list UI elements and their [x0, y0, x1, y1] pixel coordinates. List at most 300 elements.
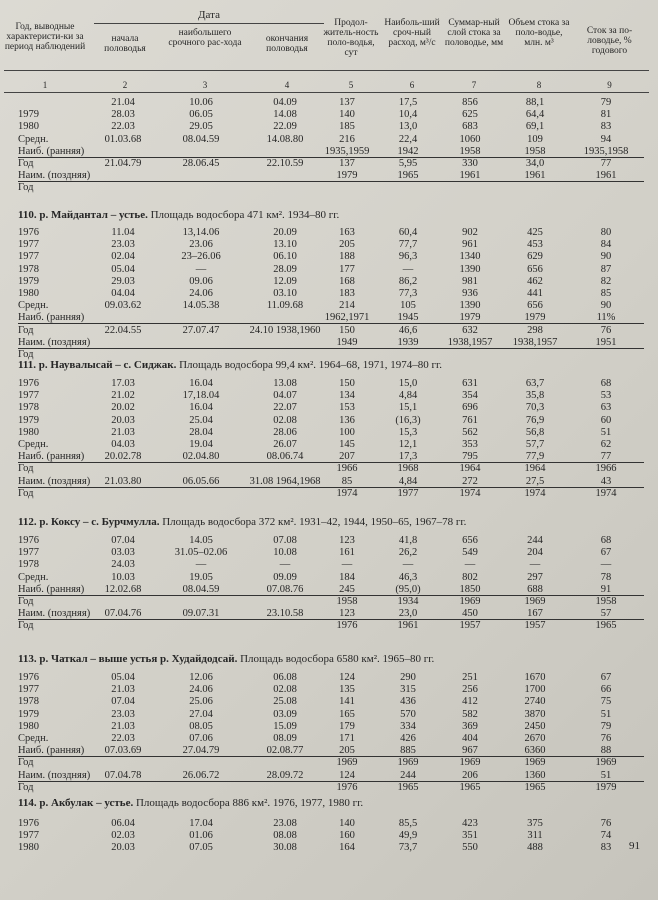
cell-col3: 28.06.45 — [182, 158, 220, 169]
cell-col3: 19.05 — [189, 571, 213, 583]
cell-col5: 205 — [339, 239, 355, 251]
cell-col6: 1942 — [397, 145, 419, 157]
cell-col5: 1962,1971 — [324, 312, 370, 324]
cell-col8: 629 — [527, 251, 543, 263]
cell-col8: 204 — [527, 547, 543, 559]
table-row — [0, 251, 658, 263]
cell-col4: 07.08.76 — [266, 583, 304, 595]
colnum-9: 9 — [607, 80, 612, 90]
colnum-6: 6 — [409, 80, 415, 90]
cell-col7: 330 — [462, 158, 478, 169]
cell-col2: 07.04 — [111, 696, 135, 708]
table-row — [0, 842, 658, 854]
cell-col4: 13.10 — [273, 239, 297, 251]
row-label: Год — [18, 781, 34, 793]
cell-col8: 88,1 — [525, 97, 545, 108]
cell-col2: 21.03 — [111, 684, 135, 696]
section-title-113-details: Площадь водосбора 6580 км². 1965–80 гг. — [237, 653, 435, 665]
table-row — [0, 227, 658, 239]
row-label: Год — [18, 324, 34, 336]
cell-col9: 51 — [600, 769, 612, 781]
cell-col9: 63 — [600, 402, 612, 414]
cell-col7: 1957 — [459, 620, 481, 632]
cell-col8: 35,8 — [525, 390, 545, 402]
cell-col7: 683 — [462, 121, 478, 133]
cell-col6: 1961 — [397, 620, 419, 632]
cell-col9: 83 — [600, 121, 612, 133]
row-label: Год — [18, 182, 34, 194]
colnum-3: 3 — [202, 80, 208, 90]
cell-col2: 10.03 — [111, 571, 135, 583]
cell-col9: 51 — [600, 708, 612, 720]
cell-col8: 64,4 — [525, 109, 545, 121]
cell-col5: 205 — [339, 745, 355, 757]
cell-col8: 57,7 — [525, 439, 545, 450]
cell-col9: 1965 — [595, 620, 617, 632]
cell-col8: 656 — [527, 300, 543, 312]
cell-col2: 22.03 — [111, 121, 135, 133]
cell-col8: 375 — [527, 818, 543, 829]
cell-col5: 145 — [339, 439, 355, 450]
cell-col4: 02.08.77 — [266, 745, 304, 757]
cell-col6: 15,0 — [398, 378, 418, 389]
cell-col9: 79 — [600, 97, 612, 108]
cell-col2: 28.03 — [111, 109, 135, 121]
cell-col6: 4,84 — [398, 475, 418, 487]
cell-col5: 161 — [339, 547, 355, 559]
row-label: 1979 — [18, 109, 39, 121]
table-row — [0, 535, 658, 547]
cell-col6: (16,3) — [395, 414, 421, 426]
cell-col6: 96,3 — [398, 251, 418, 263]
cell-col9: 74 — [600, 830, 612, 842]
cell-col5: 1976 — [336, 620, 358, 632]
cell-col5: 123 — [339, 608, 355, 620]
row-label: 1977 — [18, 684, 39, 696]
cell-col7: 423 — [462, 818, 478, 829]
cell-col6: — — [402, 263, 414, 275]
cell-col4: 02.08 — [273, 684, 297, 696]
cell-col9: 87 — [600, 263, 612, 275]
cell-col3: 07.06 — [189, 733, 213, 744]
cell-col9: 82 — [600, 275, 612, 287]
table-header — [4, 4, 649, 96]
cell-col6: 49,9 — [398, 830, 418, 842]
header-col2: начала половодья — [104, 34, 146, 54]
cell-col3: 09.06 — [189, 275, 213, 287]
cell-col5: 85 — [341, 475, 353, 487]
row-label: Год — [18, 463, 34, 475]
cell-col9: 78 — [600, 571, 612, 583]
cell-col2: 03.03 — [111, 547, 135, 559]
cell-col3: 13,14.06 — [182, 227, 220, 238]
cell-col8: 298 — [527, 324, 543, 336]
cell-col5: 123 — [339, 535, 355, 546]
cell-col9: 66 — [600, 684, 612, 696]
table-row — [0, 439, 658, 451]
cell-col4: 28.09 — [273, 263, 297, 275]
cell-col9: 67 — [600, 672, 612, 683]
table-row — [0, 288, 658, 300]
cell-col7: 369 — [462, 720, 478, 732]
row-label: 1976 — [18, 378, 39, 389]
table-row — [0, 264, 658, 276]
cell-col4: 07.08 — [273, 535, 297, 546]
cell-col5: 150 — [339, 378, 355, 389]
cell-col6: 26,2 — [398, 547, 418, 559]
cell-col9: 81 — [600, 109, 612, 121]
table-row — [0, 782, 658, 794]
cell-col7: 1060 — [459, 133, 481, 145]
cell-col9: 43 — [600, 475, 612, 487]
cell-col3: 10.06 — [189, 97, 213, 108]
cell-col2: 23.03 — [111, 708, 135, 720]
cell-col8: 1360 — [524, 769, 546, 781]
table-row — [0, 721, 658, 733]
cell-col4: 08.08 — [273, 830, 297, 842]
cell-col3: 24.06 — [189, 288, 213, 299]
cell-col5: 1976 — [336, 781, 358, 793]
header-col6: Наиболь-ший сроч-ный расход, м³/с — [384, 18, 440, 48]
cell-col6: 1965 — [397, 170, 419, 182]
row-label: 1980 — [18, 842, 39, 854]
section-title-114-river: 114. р. Акбулак – устье. — [18, 797, 134, 809]
cell-col7: 550 — [462, 842, 478, 854]
table-row — [0, 390, 658, 402]
cell-col7: 1850 — [459, 583, 481, 595]
cell-col8: 2670 — [524, 733, 546, 744]
cell-col4: 08.09 — [273, 733, 297, 744]
cell-col4: 10.08 — [273, 547, 297, 559]
cell-col2: 05.04 — [111, 672, 135, 683]
cell-col2: 07.04.76 — [104, 608, 142, 620]
cell-col9: 79 — [600, 720, 612, 732]
row-label: 1977 — [18, 251, 39, 263]
cell-col5: 164 — [339, 842, 355, 854]
cell-col7: 1965 — [459, 781, 481, 793]
header-col9: Сток за по-ловодье, % годового — [586, 26, 633, 56]
row-label: Наим. (поздняя) — [18, 769, 91, 781]
cell-col3: 06.05.66 — [182, 475, 220, 487]
row-label: 1978 — [18, 559, 39, 571]
cell-col6: 244 — [400, 769, 416, 781]
colnum-7: 7 — [471, 80, 477, 90]
cell-col2: 29.03 — [111, 275, 135, 287]
cell-col3: 17,18.04 — [182, 390, 220, 402]
cell-col9: 68 — [600, 378, 612, 389]
cell-col8: 1964 — [524, 463, 546, 475]
cell-col9: 62 — [600, 439, 612, 450]
row-label: Год — [18, 596, 34, 607]
cell-col2: 04.04 — [111, 288, 135, 299]
cell-col5: — — [341, 559, 353, 571]
row-label: 1980 — [18, 426, 39, 438]
section-title-111 — [18, 359, 442, 371]
cell-col5: 160 — [339, 830, 355, 842]
cell-col3: 16.04 — [189, 378, 213, 389]
cell-col6: 570 — [400, 708, 416, 720]
section-title-111-river: 111. р. Наувалысай – с. Сиджак. — [18, 359, 177, 371]
cell-col6: 1934 — [397, 596, 419, 607]
colnum-2: 2 — [122, 80, 128, 90]
cell-col3: 17.04 — [189, 818, 213, 829]
cell-col6: 22,4 — [398, 133, 418, 145]
cell-col6: 86,2 — [398, 275, 418, 287]
section-title-112-river: 112. р. Коксу – с. Бурчмулла. — [18, 516, 160, 528]
cell-col7: 412 — [462, 696, 478, 708]
cell-col9: 1974 — [595, 487, 617, 499]
cell-col2: 09.03.62 — [104, 300, 142, 312]
cell-col5: 137 — [339, 97, 355, 108]
header-col3: наибольшего срочного рас-хода — [168, 28, 242, 48]
cell-col6: 426 — [400, 733, 416, 744]
cell-col4: 22.10.59 — [266, 158, 304, 169]
cell-col6: 13,0 — [398, 121, 418, 133]
header-bottom-rule — [4, 92, 649, 93]
row-label: Год — [18, 349, 34, 360]
cell-col5: 185 — [339, 121, 355, 133]
cell-col9: 76 — [600, 324, 612, 336]
cell-col8: 70,3 — [525, 402, 545, 414]
row-label: Год — [18, 620, 34, 632]
cell-col7: 562 — [462, 426, 478, 438]
cell-col9: 53 — [600, 390, 612, 402]
header-col7: Суммар-ный слой стока за половодье, мм — [444, 18, 504, 48]
cell-col9: 1966 — [595, 463, 617, 475]
cell-col5: 1935,1959 — [324, 145, 370, 157]
cell-col3: 14.05.38 — [182, 300, 220, 312]
cell-col8: 1670 — [524, 672, 546, 683]
cell-col5: 137 — [339, 158, 355, 169]
cell-col9: 90 — [600, 300, 612, 312]
cell-col6: 1965 — [397, 781, 419, 793]
cell-col3: 29.05 — [189, 121, 213, 133]
cell-col6: 15,1 — [398, 402, 418, 414]
cell-col5: 100 — [339, 426, 355, 438]
cell-col5: 124 — [339, 769, 355, 781]
cell-col3: 25.04 — [189, 414, 213, 426]
cell-col8: 76,9 — [525, 414, 545, 426]
cell-col7: 961 — [462, 239, 478, 251]
cell-col7: 1390 — [459, 263, 481, 275]
cell-col8: 63,7 — [525, 378, 545, 389]
row-label: 1977 — [18, 239, 39, 251]
cell-col2: 22.04.55 — [104, 324, 142, 336]
row-label: 1979 — [18, 708, 39, 720]
cell-col5: 153 — [339, 402, 355, 414]
row-label: 1978 — [18, 402, 39, 414]
cell-col8: 56,8 — [525, 426, 545, 438]
cell-col4: 28.09.72 — [266, 769, 304, 781]
cell-col5: 1979 — [336, 170, 358, 182]
cell-col9: 77 — [600, 158, 612, 169]
cell-col3: — — [195, 263, 207, 275]
cell-col8: 441 — [527, 288, 543, 299]
colnum-4: 4 — [284, 80, 290, 90]
cell-col4: 08.06.74 — [266, 451, 304, 463]
cell-col7: 272 — [462, 475, 478, 487]
cell-col6: 77,3 — [398, 288, 418, 299]
cell-col5: 188 — [339, 251, 355, 263]
section-title-110-details: Площадь водосбора 471 км². 1934–80 гг. — [147, 209, 340, 221]
cell-col9: 51 — [600, 426, 612, 438]
cell-col3: 23.06 — [189, 239, 213, 251]
cell-col4: 31.08 1964,1968 — [249, 475, 321, 487]
cell-col8: 1958 — [524, 145, 546, 157]
cell-col6: 17,5 — [398, 97, 418, 108]
cell-col4: 30.08 — [273, 842, 297, 854]
cell-col6: 1945 — [397, 312, 419, 324]
cell-col6: 17,3 — [398, 451, 418, 463]
row-label: Год — [18, 757, 34, 769]
row-label: 1979 — [18, 275, 39, 287]
cell-col8: 311 — [527, 830, 543, 842]
cell-col3: 08.04.59 — [182, 583, 220, 595]
cell-col6: 1939 — [397, 336, 419, 348]
cell-col9: 68 — [600, 535, 612, 546]
cell-col7: 981 — [462, 275, 478, 287]
cell-col7: 404 — [462, 733, 478, 744]
cell-col9: 80 — [600, 227, 612, 238]
cell-col2: 02.04 — [111, 251, 135, 263]
cell-col5: 141 — [339, 696, 355, 708]
cell-col2: 07.03.69 — [104, 745, 142, 757]
cell-col2: 21.03.80 — [104, 475, 142, 487]
cell-col8: 1979 — [524, 312, 546, 324]
cell-col5: 1969 — [336, 757, 358, 769]
cell-col3: 07.05 — [189, 842, 213, 854]
row-label: 1976 — [18, 672, 39, 683]
cell-col2: 21.03 — [111, 720, 135, 732]
cell-col2: 21.04 — [111, 97, 135, 108]
cell-col9: 76 — [600, 733, 612, 744]
cell-col4: 28.06 — [273, 426, 297, 438]
cell-col5: 134 — [339, 390, 355, 402]
table-row — [0, 158, 658, 170]
table-row — [0, 415, 658, 427]
cell-col8: 167 — [527, 608, 543, 620]
cell-col7: 795 — [462, 451, 478, 463]
table-row — [0, 559, 658, 571]
cell-col2: 21.03 — [111, 426, 135, 438]
table-row — [0, 300, 658, 312]
cell-col3: 27.07.47 — [182, 324, 220, 336]
cell-col8: 1969 — [524, 596, 546, 607]
cell-col3: 26.06.72 — [182, 769, 220, 781]
cell-col3: 31.05–02.06 — [174, 547, 228, 559]
table-row — [0, 547, 658, 559]
table-row — [0, 757, 658, 769]
cell-col7: 632 — [462, 324, 478, 336]
cell-col5: 165 — [339, 708, 355, 720]
cell-col3: 25.06 — [189, 696, 213, 708]
cell-col2: 21.02 — [111, 390, 135, 402]
cell-col3: 24.06 — [189, 684, 213, 696]
table-row — [0, 134, 658, 146]
cell-col6: 105 — [400, 300, 416, 312]
cell-col7: 251 — [462, 672, 478, 683]
cell-col7: 902 — [462, 227, 478, 238]
table-row — [0, 572, 658, 584]
row-label: 1978 — [18, 696, 39, 708]
cell-col7: 1969 — [459, 757, 481, 769]
cell-col6: 46,6 — [398, 324, 418, 336]
cell-col4: 06.08 — [273, 672, 297, 683]
cell-col9: 57 — [600, 608, 612, 620]
cell-col7: 631 — [462, 378, 478, 389]
cell-col6: 436 — [400, 696, 416, 708]
cell-col9: 75 — [600, 696, 612, 708]
cell-col7: 353 — [462, 439, 478, 450]
cell-col5: 136 — [339, 414, 355, 426]
cell-col5: 214 — [339, 300, 355, 312]
cell-col6: 85,5 — [398, 818, 418, 829]
cell-col5: 124 — [339, 672, 355, 683]
header-col4: окончания половодья — [265, 34, 309, 54]
cell-col2: 22.03 — [111, 733, 135, 744]
row-label: Наиб. (ранняя) — [18, 583, 85, 595]
cell-col4: 23.08 — [273, 818, 297, 829]
cell-col8: 453 — [527, 239, 543, 251]
cell-col3: 01.06 — [189, 830, 213, 842]
table-row — [0, 121, 658, 133]
cell-col8: 425 — [527, 227, 543, 238]
cell-col6: 15,3 — [398, 426, 418, 438]
row-label: 1976 — [18, 227, 39, 238]
cell-col3: 27.04 — [189, 708, 213, 720]
cell-col9: 76 — [600, 818, 612, 829]
cell-col5: 163 — [339, 227, 355, 238]
cell-col9: 77 — [600, 451, 612, 463]
cell-col7: 1958 — [459, 145, 481, 157]
cell-col2: 20.02.78 — [104, 451, 142, 463]
cell-col2: 07.04.78 — [104, 769, 142, 781]
row-label: Год — [18, 487, 34, 499]
cell-col2: 05.04 — [111, 263, 135, 275]
row-label: Средн. — [18, 439, 49, 450]
table-row — [0, 182, 658, 194]
cell-col2: 17.03 — [111, 378, 135, 389]
cell-col5: 135 — [339, 684, 355, 696]
table-row — [0, 427, 658, 439]
table-row — [0, 696, 658, 708]
cell-col8: 688 — [527, 583, 543, 595]
cell-col8: 297 — [527, 571, 543, 583]
cell-col7: — — [464, 559, 476, 571]
row-label: 1976 — [18, 818, 39, 829]
cell-col5: 171 — [339, 733, 355, 744]
cell-col6: 885 — [400, 745, 416, 757]
cell-col4: 22.07 — [273, 402, 297, 414]
cell-col6: 315 — [400, 684, 416, 696]
row-label: Наим. (поздняя) — [18, 170, 91, 182]
cell-col4: 04.09 — [273, 97, 297, 108]
cell-col2: 20.03 — [111, 414, 135, 426]
cell-col9: 83 — [600, 842, 612, 854]
cell-col8: 2740 — [524, 696, 546, 708]
cell-col2: 20.03 — [111, 842, 135, 854]
section-title-113-river: 113. р. Чаткал – выше устья р. Худайдодсай. — [18, 653, 238, 665]
cell-col9: 1951 — [595, 336, 617, 348]
row-label: Наим. (поздняя) — [18, 475, 91, 487]
cell-col6: 1969 — [397, 757, 419, 769]
cell-col6: 60,4 — [398, 227, 418, 238]
cell-col4: 25.08 — [273, 696, 297, 708]
table-row — [0, 733, 658, 745]
cell-col4: 24.10 1938,1960 — [249, 324, 321, 336]
cell-col8: 244 — [527, 535, 543, 546]
page-number: 91 — [629, 840, 640, 852]
